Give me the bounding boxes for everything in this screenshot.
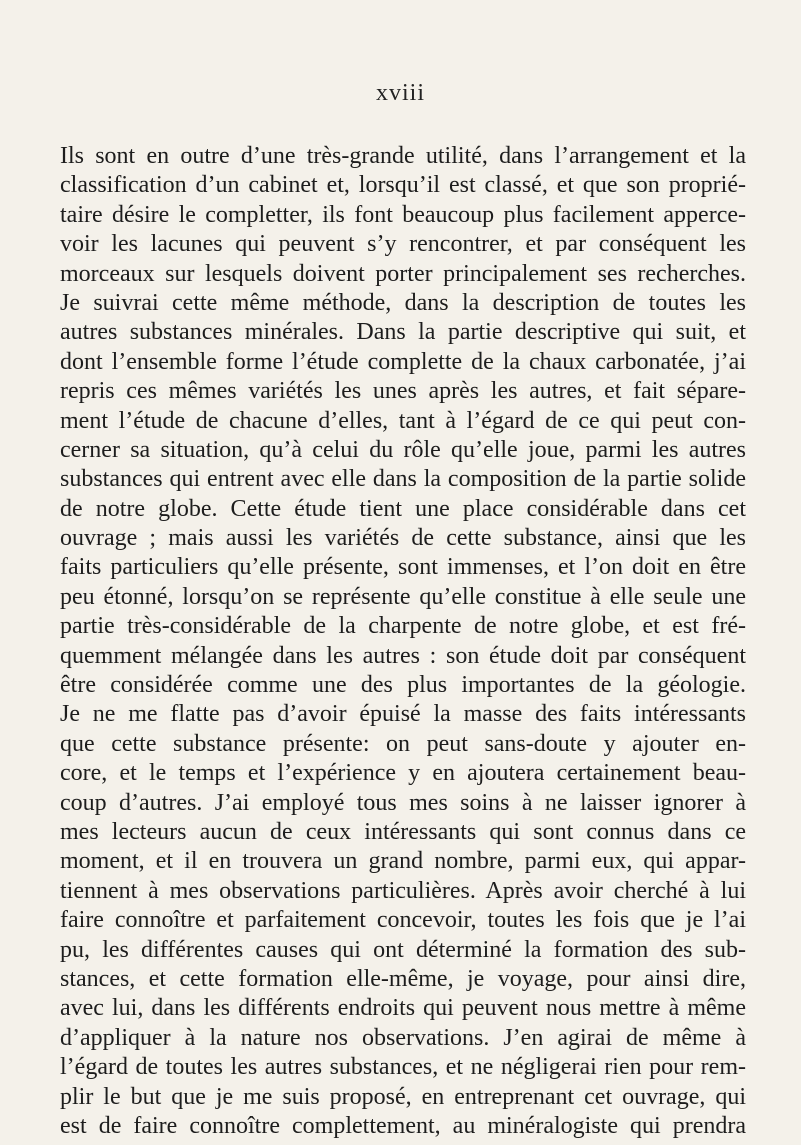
text-line: taire désire le completter, ils font beaucoup plus facilement apperce- — [60, 201, 746, 228]
text-line: Je ne me flatte pas d’avoir épuisé la masse des faits intéressants — [60, 701, 746, 728]
text-line: quemment mélangée dans les autres : son étude doit par conséquent — [60, 642, 746, 669]
text-line: moment, et il en trouvera un grand nombre, parmi eux, qui appar- — [60, 848, 746, 875]
text-line: l’égard de toutes les autres substances, et ne négligerai rien pour rem- — [60, 1054, 746, 1081]
text-line: ouvrage ; mais aussi les variétés de cette substance, ainsi que les — [60, 525, 746, 552]
text-line: peu étonné, lorsqu’on se représente qu’elle constitue à elle seule une — [60, 583, 746, 610]
text-line: substances qui entrent avec elle dans la composition de la partie solide — [60, 466, 746, 493]
text-line: plir le but que je me suis proposé, en entreprenant cet ouvrage, qui — [60, 1083, 746, 1110]
page-number: xviii — [375, 80, 425, 106]
text-line: faits particuliers qu’elle présente, sont immenses, et l’on doit en être — [60, 554, 746, 581]
text-line: dont l’ensemble forme l’étude complette de la chaux carbonatée, j’ai — [60, 348, 746, 375]
text-line: tiennent à mes observations particulières. Après avoir cherché à lui — [60, 877, 746, 904]
text-line: de notre globe. Cette étude tient une place considérable dans cet — [60, 495, 746, 522]
text-line: faire connoître et parfaitement concevoir, toutes les fois que je l’ai — [60, 907, 746, 934]
text-line: classification d’un cabinet et, lorsqu’il est classé, et que son proprié- — [60, 172, 746, 199]
text-line: pu, les différentes causes qui ont déterminé la formation des sub- — [60, 936, 746, 963]
text-line: d’appliquer à la nature nos observations. J’en agirai de même à — [60, 1024, 746, 1051]
body-text — [60, 142, 746, 1141]
text-line: Je suivrai cette même méthode, dans la description de toutes les — [60, 289, 746, 316]
text-line: ment l’étude de chacune d’elles, tant à l’égard de ce qui peut con- — [60, 407, 746, 434]
text-line: être considérée comme une des plus importantes de la géologie. — [60, 672, 746, 699]
text-line: core, et le temps et l’expérience y en ajoutera certainement beau- — [60, 760, 746, 787]
text-line: Ils sont en outre d’une très-grande utilité, dans l’arrangement et la — [60, 143, 746, 169]
text-line: voir les lacunes qui peuvent s’y rencontrer, et par conséquent les — [60, 231, 746, 258]
text-line: morceaux sur lesquels doivent porter principalement ses recherches. — [60, 260, 746, 287]
text-line: que cette substance présente: on peut sans-doute y ajouter en- — [60, 730, 746, 757]
text-line: avec lui, dans les différents endroits qui peuvent nous mettre à même — [60, 995, 746, 1022]
text-line: cerner sa situation, qu’à celui du rôle qu’elle joue, parmi les autres — [60, 436, 746, 463]
text-line: mes lecteurs aucun de ceux intéressants qui sont connus dans ce — [60, 818, 746, 845]
text-line: repris ces mêmes variétés les unes après les autres, et fait sépare- — [60, 378, 746, 405]
text-line: autres substances minérales. Dans la partie descriptive qui suit, et — [60, 319, 746, 346]
text-line: partie très-considérable de la charpente de notre globe, et est fré- — [60, 613, 746, 640]
text-line: coup d’autres. J’ai employé tous mes soins à ne laisser ignorer à — [60, 789, 746, 816]
text-line: est de faire connoître complettement, au minéralogiste qui prendra — [60, 1112, 746, 1139]
text-line: stances, et cette formation elle-même, je voyage, pour ainsi dire, — [60, 965, 746, 992]
